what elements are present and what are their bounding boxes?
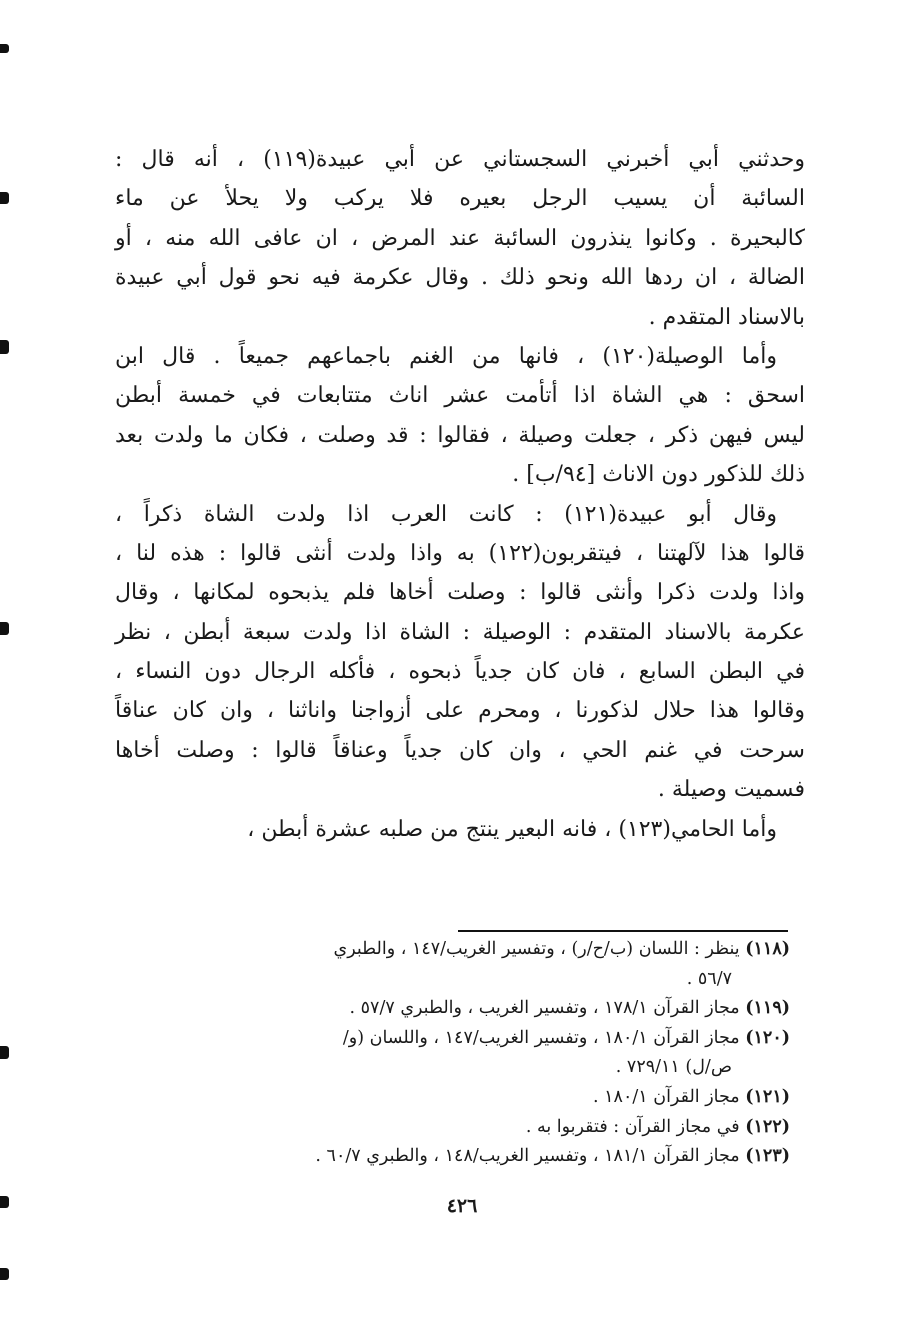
footnote-text: مجاز القرآن ١٨٠/١ . [593,1086,740,1107]
footnotes [140,935,790,1172]
edge-mark [0,44,9,53]
body-line: عكرمة بالاسناد المتقدم : الوصيلة : الشاة اذا ولدت سبعة أبطن ، نظر [115,619,805,645]
edge-mark [0,1046,9,1059]
footnote-text: مجاز القرآن ١٨٠/١ ، وتفسير الغريب/١٤٧ ، واللسان (و/ [342,1027,740,1048]
footnote-text: مجاز القرآن ١٧٨/١ ، وتفسير الغريب ، والطبري ٥٧/٧ . [349,998,740,1019]
page-number: ٤٢٦ [446,1195,478,1217]
footnote-number: (١١٩) [745,998,790,1019]
body-line: قالوا هذا لآلهتنا ، فيتقربون(١٢٢) به واذا ولدت أنثى قالوا : هذه لنا ، [115,540,805,566]
footnote-text: ٥٦/٧ . [686,968,732,989]
footnote [140,1053,790,1083]
body-line: فسميت وصيلة . [657,777,805,803]
body-line: وأما الحامي(١٢٣) ، فانه البعير ينتج من صلبه عشرة أبطن ، [247,816,777,842]
footnote-number: (١٢٢) [745,1116,790,1137]
footnote-text: في مجاز القرآن : فتقربوا به . [525,1116,740,1137]
body-line: الضالة ، ان ردها الله ونحو ذلك . وقال عكرمة فيه نحو قول أبي عبيدة [115,265,805,291]
edge-mark [0,340,9,354]
footnote [140,1083,790,1113]
edge-mark [0,622,9,635]
footnote [140,935,790,965]
body-line: كالبحيرة . وكانوا ينذرون السائبة عند المرض ، ان عافى الله منه ، أو [115,225,805,251]
footnote-number: (١٢١) [745,1086,790,1107]
footnote-number: (١٢٠) [745,1027,790,1048]
body-text [115,140,805,849]
body-line: وقالوا هذا حلال لذكورنا ، ومحرم على أزواجنا واناثنا ، وان كان عناقاً [115,698,805,724]
body-line: السائبة أن يسيب الرجل بعيره فلا يركب ولا يحلأ عن ماء [115,186,805,212]
footnote [140,1024,790,1054]
footnote-number: (١٢٣) [745,1146,790,1167]
footnote-text: ص/ل) ٧٢٩/١١ . [615,1057,732,1078]
footnote-text: مجاز القرآن ١٨١/١ ، وتفسير الغريب/١٤٨ ، والطبري ٦٠/٧ . [315,1146,740,1167]
body-line: وأما الوصيلة(١٢٠) ، فانها من الغنم باجماعهم جميعاً . قال ابن [115,343,777,369]
footnote [140,1142,790,1172]
footnote-number: (١١٨) [745,939,790,959]
footnote [140,965,790,995]
footnote [140,994,790,1024]
body-line: وحدثني أبي أخبرني السجستاني عن أبي عبيدة(١١٩) ، أنه قال : [115,147,805,172]
body-line: في البطن السابع ، فان كان جدياً ذبحوه ، فأكله الرجال دون النساء ، [115,659,805,685]
edge-mark [0,1268,9,1280]
footnote-text: ينظر : اللسان (ب/ح/ر) ، وتفسير الغريب/١٤٧ ، والطبري [333,939,740,959]
footnote-rule [458,930,788,932]
body-line: ليس فيهن ذكر ، جعلت وصيلة ، فقالوا : قد وصلت ، فكان ما ولدت بعد [115,422,805,448]
body-line: واذا ولدت ذكرا وأنثى قالوا : وصلت أخاها فلم يذبحوه لمكانها ، وقال [115,580,805,606]
body-line: وقال أبو عبيدة(١٢١) : كانت العرب اذا ولدت الشاة ذكراً ، [115,501,777,527]
body-line: سرحت في غنم الحي ، وان كان جدياً وعناقاً قالوا : وصلت أخاها [115,737,805,763]
edge-mark [0,192,9,204]
body-line: ذلك للذكور دون الاناث [٩٤/ب] . [512,462,805,488]
body-line: بالاسناد المتقدم . [648,304,805,330]
body-line: اسحق : هي الشاة اذا أتأمت عشر اناث متتابعات في خمسة أبطن [115,383,805,409]
footnote [140,1113,790,1143]
